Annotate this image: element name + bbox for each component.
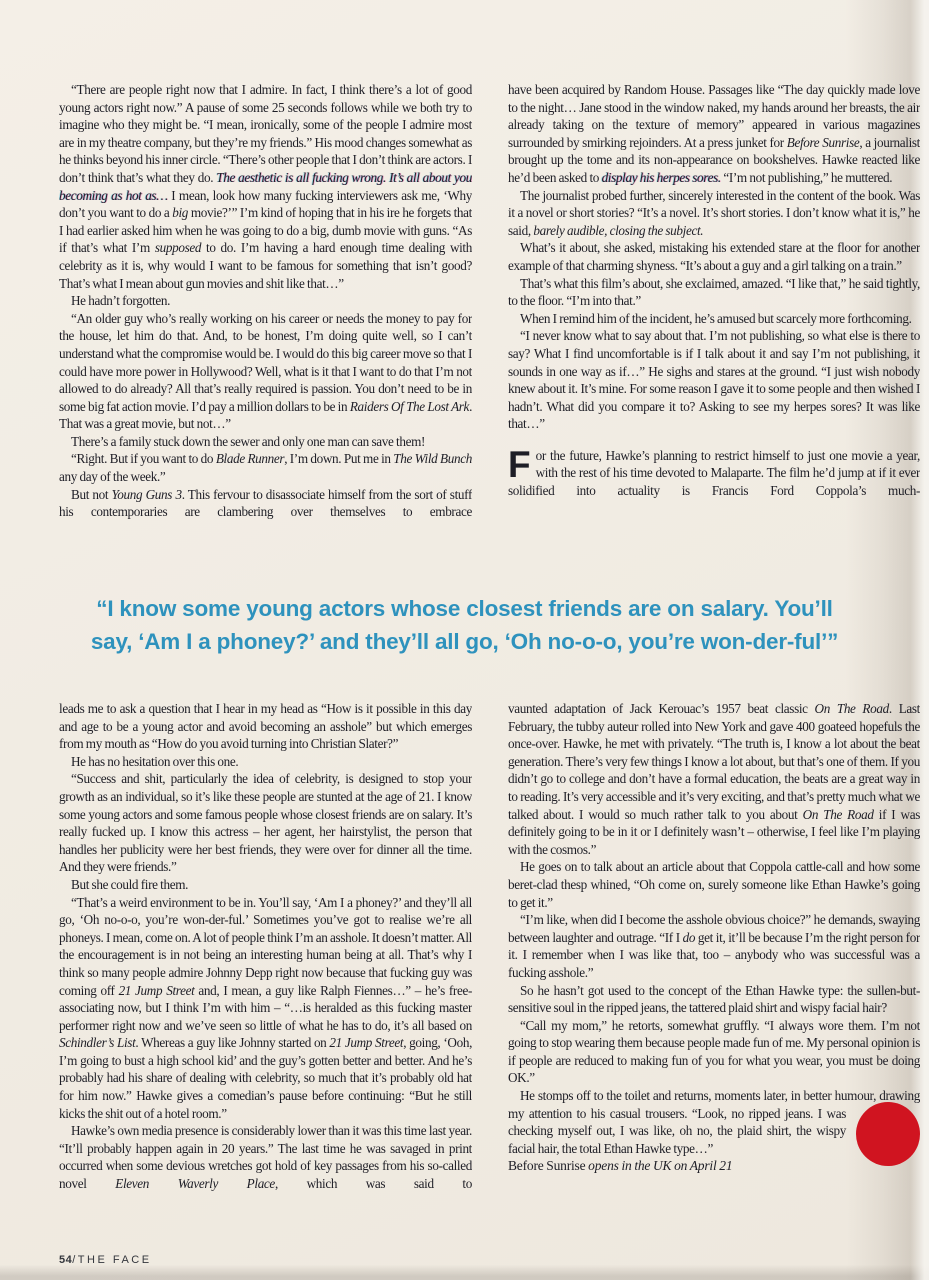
body-paragraph: He stomps off to the toilet and returns, moments later, in better humour, drawing my attention to his casual trousers. “Look, no ripped jeans. I was checking myself out, I was like, oh no, the plaid shirt, the wispy facial hair, the total Ethan Hawke type…” xyxy=(508,1087,920,1157)
body-paragraph: But not Young Guns 3. This fervour to disassociate himself from the sort of stuff his contemporaries are clambering over themselves to embrace xyxy=(59,486,472,520)
credit-release-info: opens in the UK on April 21 xyxy=(585,1158,733,1174)
body-paragraph: For the future, Hawke’s planning to restrict himself to just one movie a year, with the rest of his time devoted to Malaparte. The film he’d jump at if it ever solidified into actuality is Francis Ford Coppola’s much- xyxy=(508,443,920,499)
body-paragraph: The journalist probed further, sincerely interested in the content of the book. Was it a novel or short stories? “It’s a novel. It’s short stories. I don’t know what it is,” he said, barely audible, closing the subject. xyxy=(508,187,920,238)
body-paragraph: “Call my mom,” he retorts, somewhat gruffly. “I always wore them. I’m not going to stop wearing them because people made fun of me. My personal opinion is if people are reduced to making fun of you for what you wear, you must be doing OK.” xyxy=(508,1017,920,1086)
drop-cap: F xyxy=(508,443,531,485)
column-bottom-left xyxy=(59,700,472,1244)
body-paragraph: But she could fire them. xyxy=(71,876,189,892)
body-paragraph: There’s a family stuck down the sewer and only one man can save them! xyxy=(71,433,426,449)
body-paragraph: “Success and shit, particularly the idea of celebrity, is designed to stop your growth as an individual, so it’s like these people are stunted at the age of 21. I know some young actors and some famous people whose closest friends are on salary. It’s really fucked up. I know this actress – her agent, her hairstylist, the person that handles her publicity were her best friends, they were over for dinner all the time. And they were friends.” xyxy=(59,771,472,875)
body-paragraph: vaunted adaptation of Jack Kerouac’s 1957 beat classic On The Road. Last February, the tubby auteur rolled into New York and gave 400 goateed hopefuls the once-over. Hawke, he met with privately. “The truth is, I know a lot about the beat generation. There’s very few things I know a lot about, but that’s one of them. If you didn’t go to college and don’t have a formal education, the beats are a great way in to reading. It’s very accessible and it’s very exciting, and that’s pretty much what we talked about. I would so much rather talk to you about On The Road if I was definitely going to be in it or I definitely wasn’t – otherwise, I feel like I’m playing with the cosmos.” xyxy=(508,701,920,857)
body-paragraph: “There are people right now that I admire. In fact, I think there’s a lot of good young actors right now.” A pause of some 25 seconds follows while we both try to imagine who they might be. “I mean, ironically, some of the people I admire most are in my theatre company, but they’re my friends.” His mood changes somewhat as he thinks beyond his inner circle. “There’s other people that I don’t think are actors. I don’t think that’s what they do. The aesthetic is all fucking wrong. It’s all about you becoming as hot as… I mean, look how many fucking interviewers ask me, ‘Why don’t you want to do a big movie?’” I’m kind of hoping that in his ire he forgets that I had earlier asked him when he was going to do a big, dumb movie with guns. “As if that’s what I’m supposed to do. I’m having a hard enough time dealing with celebrity as it is, why would I want to be famous for something that isn’t good? That’s what I mean about gun movies and shit like that…” xyxy=(59,82,472,291)
body-paragraph: He hadn’t forgotten. xyxy=(71,293,171,309)
pull-quote-line-2: say, ‘Am I a phoney?’ and they’ll all go, ‘Oh no-o-o, you’re won-der-ful’” xyxy=(90,629,839,654)
pull-quote-line-1: “I know some young actors whose closest friends are on salary. You’ll xyxy=(96,596,833,621)
body-paragraph: When I remind him of the incident, he’s amused but scarcely more forthcoming. xyxy=(520,310,912,326)
release-credit xyxy=(508,1157,920,1175)
body-paragraph: Hawke’s own media presence is considerably lower than it was this time last year. “It’ll probably happen again in 20 years.” The last time he was savaged in print occurred when some devious wretches got hold of key passages from his so-called novel Eleven Waverly Place, which was said to xyxy=(59,1123,472,1192)
column-bottom-right xyxy=(508,700,920,1244)
body-paragraph: He has no hesitation over this one. xyxy=(71,753,239,769)
magazine-name: /THE FACE xyxy=(72,1254,152,1266)
column-top-right xyxy=(508,81,920,581)
body-paragraph: That’s what this film’s about, she exclaimed, amazed. “I like that,” he said tightly, to the floor. “I’m into that.” xyxy=(508,275,920,309)
page-footer xyxy=(59,1254,152,1266)
body-paragraph: “I never know what to say about that. I’m not publishing, so what else is there to say? What I find uncomfortable is if I talk about it and say I’m not publishing, it sounds in one way as if…” He sighs and stares at the ground. “I just wish nobody knew about it. It’s mine. For some reason I gave it to some people and then wished I hadn’t. What did you compare it to? Asking to see my herpes sores? It was like that…” xyxy=(508,328,920,432)
credit-film-title: Before Sunrise xyxy=(508,1158,586,1174)
body-paragraph: have been acquired by Random House. Passages like “The day quickly made love to the night… Jane stood in the window naked, my hands around her breasts, the air already taking on the texture of memory” appeared in various magazines surrounded by smirking rejoinders. At a press junket for Before Sunrise, a journalist brought up the tome and its non-appearance on bookshelves. Hawke reacted like he’d been asked to display his herpes sores. “I’m not publishing,” he muttered. xyxy=(508,82,920,185)
body-paragraph: “That’s a weird environment to be in. You’ll say, ‘Am I a phoney?’ and they’ll all go, ‘Oh no-o-o, you’re won-der-ful.’ Sometimes you’ve got to realise we’re all phoneys. I mean, come on. A lot of people think I’m an asshole. It doesn’t matter. All the encouragement is in not being an interesting human being at all. That’s why I think so many people admire Johnny Depp right now because that fucking guy was coming off 21 Jump Street and, I mean, a guy like Ralph Fiennes…” – he’s free-associating now, but I think I’m with him – “…is heralded as this fucking master performer right now and we’ve seen so little of what he has to do, it’s all based on Schindler’s List. Whereas a guy like Johnny started on 21 Jump Street, going, ‘Ooh, I’m going to bust a high school kid’ and the guy’s gotten better and better. And he’s probably had his share of dealing with celebrity, so much that it’s probably old hat for him now.” Hawke gives a comedian’s pause before continuing: “But he still kicks the shit out of a hotel room.” xyxy=(59,894,472,1121)
column-top-left xyxy=(59,81,472,581)
body-paragraph: “I’m like, when did I become the asshole obvious choice?” he demands, swaying between laughter and outrage. “If I do get it, it’ll be because I’m the right person for it. I remember when I was like that, too – anybody who was successful was a fucking asshole.” xyxy=(508,912,920,980)
red-circle-graphic xyxy=(856,1102,920,1166)
body-paragraph: leads me to ask a question that I hear in my head as “How is it possible in this day and age to be a young actor and avoid becoming an asshole” but which emerges from my mouth as “How do you avoid turning into Christian Slater?” xyxy=(59,701,472,752)
page-number: 54 xyxy=(59,1254,73,1266)
body-paragraph: “An older guy who’s really working on his career or needs the money to pay for the house, let him do that. And, to be honest, I’m doing quite well, so I can’t understand what the compromise would be. I would do this big career move so that I could have more power in Hollywood? Well, what is it that I want to do that I’m not allowed to do already? All that’s really required is passion. You don’t need to be in some big fat action movie. I’d pay a million dollars to be in Raiders Of The Lost Ark. That was a great movie, but not…” xyxy=(59,310,472,432)
body-paragraph: So he hasn’t got used to the concept of the Ethan Hawke type: the sullen-but-sensitive soul in the ripped jeans, the tattered plaid shirt and wispy facial hair? xyxy=(508,982,920,1016)
body-paragraph: “Right. But if you want to do Blade Runner, I’m down. Put me in The Wild Bunch any day of the week.” xyxy=(59,451,472,485)
body-paragraph: He goes on to talk about an article about that Coppola cattle-call and how some beret-clad thesp whined, “Oh come on, surely someone like Ethan Hawke’s going to get it.” xyxy=(508,859,920,910)
pull-quote xyxy=(44,592,885,658)
body-paragraph: What’s it about, she asked, mistaking his extended stare at the floor for another example of that charming shyness. “It’s about a guy and a girl talking on a train.” xyxy=(508,240,920,273)
